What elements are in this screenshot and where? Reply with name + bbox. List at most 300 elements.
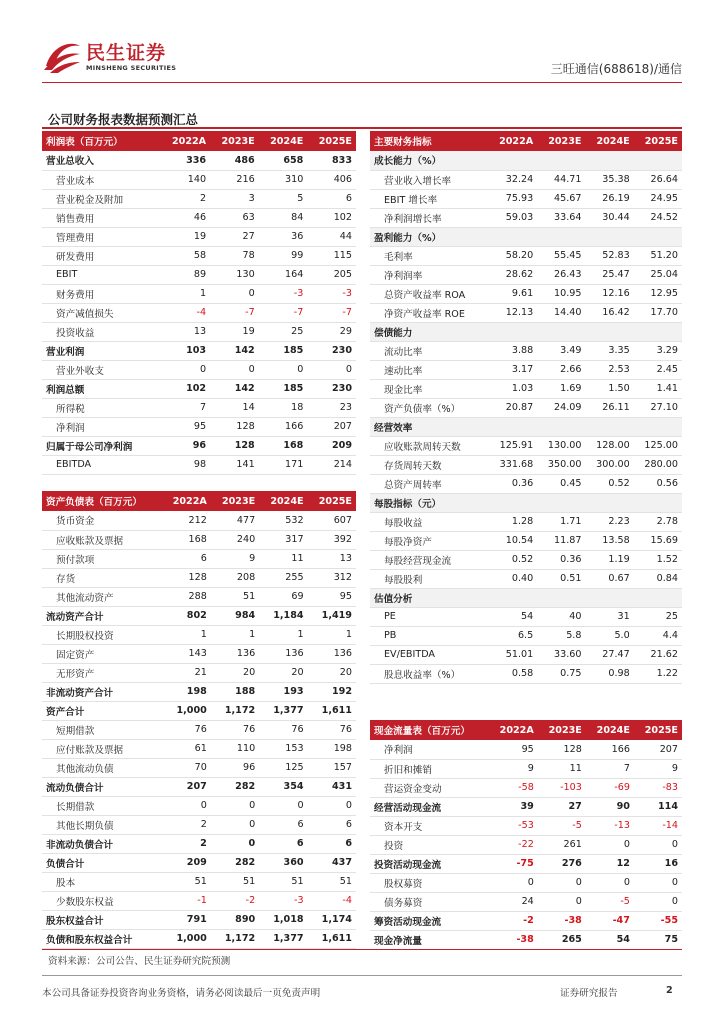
table-row xyxy=(42,549,356,568)
row-label: 长期股权投资 xyxy=(42,625,162,644)
cell-value xyxy=(537,227,585,246)
balance-sheet-table xyxy=(42,491,356,949)
footer-report-type: 证券研究报告 xyxy=(560,988,618,999)
cell-value: 1,000 xyxy=(162,701,211,720)
cell-value: 0 xyxy=(210,284,259,303)
cell-value: 76 xyxy=(211,720,259,739)
row-label: 短期借款 xyxy=(42,720,162,739)
year-header: 2023E xyxy=(537,131,585,151)
cell-value: 185 xyxy=(259,379,308,398)
cell-value: 0.45 xyxy=(537,474,585,493)
cell-value: 125.00 xyxy=(634,436,682,455)
cell-value: 0 xyxy=(307,360,356,379)
row-label: 毛利率 xyxy=(370,246,489,265)
cell-value: 51.20 xyxy=(634,246,682,265)
cell-value: 20.87 xyxy=(489,398,537,417)
cell-value: 3.35 xyxy=(585,341,633,360)
cell-value: 171 xyxy=(259,455,308,474)
table-row xyxy=(370,417,682,436)
table-row xyxy=(42,815,356,834)
cell-value: 75 xyxy=(634,930,682,949)
row-label: 其他流动负债 xyxy=(42,758,162,777)
row-label: 经营效率 xyxy=(370,417,489,436)
cell-value: 890 xyxy=(211,910,259,929)
cell-value: -38 xyxy=(490,930,538,949)
cell-value: 4.4 xyxy=(634,626,682,645)
row-label: 应收账款及票据 xyxy=(42,530,162,549)
cell-value xyxy=(634,322,682,341)
cell-value: 0.67 xyxy=(585,569,633,588)
cell-value: 96 xyxy=(211,758,259,777)
cell-value: 280.00 xyxy=(634,455,682,474)
row-label: 其他长期负债 xyxy=(42,815,162,834)
row-label: 总资产周转率 xyxy=(370,474,489,493)
cell-value: 130.00 xyxy=(537,436,585,455)
cell-value: 13.58 xyxy=(585,531,633,550)
cell-value: -2 xyxy=(211,891,259,910)
cell-value: 95 xyxy=(161,417,210,436)
cell-value: 58 xyxy=(161,246,210,265)
cell-value: 136 xyxy=(308,644,356,663)
cell-value: 17.70 xyxy=(634,303,682,322)
cell-value: -53 xyxy=(490,816,538,835)
cell-value: 3.49 xyxy=(537,341,585,360)
row-label: 筹资活动现金流 xyxy=(370,911,490,930)
row-label: 固定资产 xyxy=(42,644,162,663)
row-label: 长期借款 xyxy=(42,796,162,815)
row-label: 无形资产 xyxy=(42,663,162,682)
row-label: 速动比率 xyxy=(370,360,489,379)
cell-value: 6 xyxy=(259,834,307,853)
cell-value: 96 xyxy=(161,436,210,455)
table-row xyxy=(370,759,682,778)
cell-value: 2.66 xyxy=(537,360,585,379)
cell-value: 0.98 xyxy=(585,664,633,683)
table-row xyxy=(370,398,682,417)
cell-value: 36 xyxy=(259,227,308,246)
table-row xyxy=(370,778,682,797)
cell-value: 30.44 xyxy=(585,208,633,227)
cell-value: 128 xyxy=(210,417,259,436)
cell-value: 166 xyxy=(259,417,308,436)
cell-value: 95 xyxy=(490,740,538,759)
row-label: 股本 xyxy=(42,872,162,891)
row-label: EBIT 增长率 xyxy=(370,189,489,208)
cell-value: 1,377 xyxy=(259,929,307,948)
table-row xyxy=(370,873,682,892)
row-label: 资本开支 xyxy=(370,816,490,835)
row-label: 投资收益 xyxy=(42,322,161,341)
row-label: 净利润 xyxy=(370,740,490,759)
year-header: 2024E xyxy=(585,131,633,151)
cell-value: 44 xyxy=(307,227,356,246)
cell-value: 12 xyxy=(586,854,634,873)
cell-value: 102 xyxy=(307,208,356,227)
cell-value: 69 xyxy=(259,587,307,606)
table-row xyxy=(42,341,356,360)
cell-value: 20 xyxy=(211,663,259,682)
cell-value xyxy=(537,588,585,607)
table-row xyxy=(370,227,682,246)
cell-value: 128 xyxy=(210,436,259,455)
cell-value: 3.17 xyxy=(489,360,537,379)
cell-value: 6 xyxy=(162,549,211,568)
row-label: 营业总收入 xyxy=(42,151,161,170)
cell-value: 20 xyxy=(308,663,356,682)
cell-value: 102 xyxy=(161,379,210,398)
table-row xyxy=(370,797,682,816)
cell-value: 0 xyxy=(161,360,210,379)
cell-value: 16 xyxy=(634,854,682,873)
cell-value: 791 xyxy=(162,910,211,929)
cell-value: 437 xyxy=(308,853,356,872)
cell-value: 51 xyxy=(211,872,259,891)
cell-value: 9 xyxy=(634,759,682,778)
logo-name-en: MINSHENG SECURITIES xyxy=(86,64,177,72)
cell-value: 24.52 xyxy=(634,208,682,227)
row-label: 应收账款周转天数 xyxy=(370,436,489,455)
row-label: 成长能力（%） xyxy=(370,151,489,170)
cell-value: 984 xyxy=(211,606,259,625)
table-title: 利润表（百万元） xyxy=(42,131,161,151)
cell-value xyxy=(585,227,633,246)
cell-value: 209 xyxy=(307,436,356,455)
table-row xyxy=(42,758,356,777)
cell-value: 9.61 xyxy=(489,284,537,303)
row-label: 研发费用 xyxy=(42,246,161,265)
cell-value: 18 xyxy=(259,398,308,417)
cell-value: 2.45 xyxy=(634,360,682,379)
table-row xyxy=(370,436,682,455)
cell-value: 90 xyxy=(586,797,634,816)
row-label: 营业税金及附加 xyxy=(42,189,161,208)
table-row xyxy=(42,360,356,379)
cell-value: 0 xyxy=(211,815,259,834)
cell-value: 261 xyxy=(538,835,586,854)
cell-value: 12.16 xyxy=(585,284,633,303)
cell-value: 125.91 xyxy=(489,436,537,455)
cell-value: 607 xyxy=(308,511,356,530)
cell-value: 0.36 xyxy=(489,474,537,493)
row-label: 折旧和摊销 xyxy=(370,759,490,778)
cell-value: 1.19 xyxy=(585,550,633,569)
cell-value: 10.95 xyxy=(537,284,585,303)
row-label: 流动资产合计 xyxy=(42,606,162,625)
cell-value: 0.36 xyxy=(537,550,585,569)
table-row xyxy=(42,227,356,246)
cell-value: 128 xyxy=(162,568,211,587)
cell-value: 140 xyxy=(161,170,210,189)
row-label: 负债和股东权益合计 xyxy=(42,929,162,948)
table-row xyxy=(42,151,356,170)
cell-value: 27 xyxy=(210,227,259,246)
cell-value: 136 xyxy=(211,644,259,663)
table-row xyxy=(370,208,682,227)
cell-value: 26.19 xyxy=(585,189,633,208)
cell-value: 35.38 xyxy=(585,170,633,189)
cell-value: 13 xyxy=(161,322,210,341)
table-row xyxy=(370,664,682,683)
cell-value: 265 xyxy=(538,930,586,949)
cell-value: 1 xyxy=(211,625,259,644)
cell-value: 110 xyxy=(211,739,259,758)
cell-value: 0 xyxy=(490,873,538,892)
cell-value xyxy=(585,151,633,170)
cell-value: 40 xyxy=(537,607,585,626)
table-row xyxy=(370,607,682,626)
table-row xyxy=(42,853,356,872)
table-row xyxy=(370,645,682,664)
page-number: 2 xyxy=(666,985,673,996)
cell-value: 833 xyxy=(307,151,356,170)
cell-value xyxy=(537,417,585,436)
row-label: 营运资金变动 xyxy=(370,778,490,797)
cell-value: 2.78 xyxy=(634,512,682,531)
section-title: 公司财务报表数据预测汇总 xyxy=(48,112,199,127)
cell-value: 0 xyxy=(259,796,307,815)
cell-value: -3 xyxy=(259,284,308,303)
table-row xyxy=(42,701,356,720)
cell-value: -58 xyxy=(490,778,538,797)
cash-flow-table xyxy=(370,720,682,950)
table-row xyxy=(42,929,356,948)
cell-value: 1 xyxy=(259,625,307,644)
cell-value: -5 xyxy=(586,892,634,911)
cell-value xyxy=(585,322,633,341)
row-label: 净利润增长率 xyxy=(370,208,489,227)
row-label: PB xyxy=(370,626,489,645)
cell-value xyxy=(634,493,682,512)
row-label: 总资产收益率 ROA xyxy=(370,284,489,303)
cell-value: 0.75 xyxy=(537,664,585,683)
cell-value: 13 xyxy=(308,549,356,568)
cell-value: 51.01 xyxy=(489,645,537,664)
cell-value: 166 xyxy=(586,740,634,759)
row-label: EBIT xyxy=(42,265,161,284)
cell-value: 0 xyxy=(538,892,586,911)
table-title: 资产负债表（百万元） xyxy=(42,491,162,511)
year-header: 2024E xyxy=(586,720,634,740)
cell-value: 312 xyxy=(308,568,356,587)
cell-value: 11 xyxy=(259,549,307,568)
row-label: 现金净流量 xyxy=(370,930,490,949)
table-row xyxy=(370,531,682,550)
cell-value xyxy=(489,588,537,607)
table-row xyxy=(42,530,356,549)
cell-value: 141 xyxy=(210,455,259,474)
cell-value: 28.62 xyxy=(489,265,537,284)
cell-value: 282 xyxy=(211,777,259,796)
cell-value: 33.60 xyxy=(537,645,585,664)
table-row xyxy=(370,246,682,265)
year-header: 2023E xyxy=(210,131,259,151)
cell-value: 240 xyxy=(211,530,259,549)
cell-value: 0 xyxy=(211,834,259,853)
cell-value: 15.69 xyxy=(634,531,682,550)
row-label: 营业收入增长率 xyxy=(370,170,489,189)
cell-value: 6 xyxy=(308,815,356,834)
cell-value: 23 xyxy=(307,398,356,417)
cell-value: 0.52 xyxy=(489,550,537,569)
table-row xyxy=(42,587,356,606)
year-header: 2023E xyxy=(538,720,586,740)
cell-value: 1.22 xyxy=(634,664,682,683)
cell-value: 2.53 xyxy=(585,360,633,379)
row-label: 营业利润 xyxy=(42,341,161,360)
cell-value: 25.04 xyxy=(634,265,682,284)
cell-value: 0.84 xyxy=(634,569,682,588)
cell-value: 130 xyxy=(210,265,259,284)
cell-value: 6 xyxy=(259,815,307,834)
table-row xyxy=(42,644,356,663)
cell-value: 115 xyxy=(307,246,356,265)
cell-value: 2 xyxy=(162,834,211,853)
cell-value: 6.5 xyxy=(489,626,537,645)
row-label: 流动比率 xyxy=(370,341,489,360)
cell-value: 44.71 xyxy=(537,170,585,189)
cell-value: 25 xyxy=(634,607,682,626)
row-label: 流动负债合计 xyxy=(42,777,162,796)
cell-value: 128.00 xyxy=(585,436,633,455)
cell-value: 103 xyxy=(161,341,210,360)
cell-value: -2 xyxy=(490,911,538,930)
cell-value xyxy=(489,151,537,170)
cell-value: 1,611 xyxy=(308,929,356,948)
table-title: 主要财务指标 xyxy=(370,131,489,151)
section-title-divider xyxy=(42,127,682,129)
cell-value: 157 xyxy=(308,758,356,777)
cell-value: 2 xyxy=(161,189,210,208)
row-label: 存货周转天数 xyxy=(370,455,489,474)
cell-value: 214 xyxy=(307,455,356,474)
cell-value xyxy=(634,151,682,170)
table-row xyxy=(370,550,682,569)
cell-value: 26.11 xyxy=(585,398,633,417)
cell-value: 0.52 xyxy=(585,474,633,493)
cell-value: 24 xyxy=(490,892,538,911)
cell-value: 209 xyxy=(162,853,211,872)
stock-label: 三旺通信(688618)/通信 xyxy=(550,62,682,76)
cell-value: 11.87 xyxy=(537,531,585,550)
row-label: EBITDA xyxy=(42,455,161,474)
cell-value: 46 xyxy=(161,208,210,227)
cell-value: -22 xyxy=(490,835,538,854)
cell-value xyxy=(537,151,585,170)
table-row xyxy=(370,189,682,208)
table-row xyxy=(370,341,682,360)
table-row xyxy=(42,606,356,625)
cell-value: 168 xyxy=(162,530,211,549)
cell-value xyxy=(634,588,682,607)
cell-value: 0 xyxy=(308,796,356,815)
table-row xyxy=(42,436,356,455)
header-divider xyxy=(42,82,682,83)
cell-value: 125 xyxy=(259,758,307,777)
row-label: 少数股东权益 xyxy=(42,891,162,910)
cell-value xyxy=(537,493,585,512)
cell-value: 76 xyxy=(162,720,211,739)
cell-value: 99 xyxy=(259,246,308,265)
table-row xyxy=(370,493,682,512)
row-label: 应付账款及票据 xyxy=(42,739,162,758)
cell-value: 0.56 xyxy=(634,474,682,493)
cell-value: 207 xyxy=(162,777,211,796)
cell-value: 6 xyxy=(308,834,356,853)
cell-value: 1 xyxy=(161,284,210,303)
cell-value: 63 xyxy=(210,208,259,227)
row-label: 净资产收益率 ROE xyxy=(370,303,489,322)
cell-value: -83 xyxy=(634,778,682,797)
cell-value: 207 xyxy=(307,417,356,436)
row-label: 盈利能力（%） xyxy=(370,227,489,246)
row-label: 净利润 xyxy=(42,417,161,436)
row-label: 资产减值损失 xyxy=(42,303,161,322)
row-label: 非流动资产合计 xyxy=(42,682,162,701)
table-row xyxy=(42,398,356,417)
cell-value: -103 xyxy=(538,778,586,797)
row-label: 利润总额 xyxy=(42,379,161,398)
cell-value: -1 xyxy=(162,891,211,910)
cell-value: 21.62 xyxy=(634,645,682,664)
table-row xyxy=(370,569,682,588)
year-header: 2025E xyxy=(634,131,682,151)
table-header-row xyxy=(42,131,356,151)
cell-value: 1,000 xyxy=(162,929,211,948)
table-row xyxy=(42,720,356,739)
cell-value: 21 xyxy=(162,663,211,682)
year-header: 2024E xyxy=(259,131,308,151)
cell-value xyxy=(585,493,633,512)
cell-value: 128 xyxy=(538,740,586,759)
cell-value: -14 xyxy=(634,816,682,835)
income-statement-table xyxy=(42,131,356,475)
row-label: 财务费用 xyxy=(42,284,161,303)
cell-value xyxy=(585,417,633,436)
row-label: EV/EBITDA xyxy=(370,645,489,664)
cell-value: 276 xyxy=(538,854,586,873)
cell-value: 11 xyxy=(538,759,586,778)
cell-value: 1,184 xyxy=(259,606,307,625)
cell-value: 1,174 xyxy=(308,910,356,929)
table-row xyxy=(370,911,682,930)
cell-value: 255 xyxy=(259,568,307,587)
row-label: 销售费用 xyxy=(42,208,161,227)
cell-value: 168 xyxy=(259,436,308,455)
table-row xyxy=(42,322,356,341)
cell-value: 76 xyxy=(259,720,307,739)
cell-value: 45.67 xyxy=(537,189,585,208)
cell-value: 136 xyxy=(259,644,307,663)
table-row xyxy=(370,816,682,835)
table-row xyxy=(42,170,356,189)
cell-value: 1,611 xyxy=(308,701,356,720)
cell-value: 288 xyxy=(162,587,211,606)
cell-value: 392 xyxy=(308,530,356,549)
cell-value: 16.42 xyxy=(585,303,633,322)
cell-value: 1 xyxy=(308,625,356,644)
table-row xyxy=(370,151,682,170)
cell-value: 27.10 xyxy=(634,398,682,417)
cell-value: 61 xyxy=(162,739,211,758)
row-label: 债务募资 xyxy=(370,892,490,911)
table-row xyxy=(42,777,356,796)
row-label: 投资 xyxy=(370,835,490,854)
table-row xyxy=(370,474,682,493)
cell-value: 216 xyxy=(210,170,259,189)
cell-value: 188 xyxy=(211,682,259,701)
cell-value: 78 xyxy=(210,246,259,265)
table-row xyxy=(42,663,356,682)
